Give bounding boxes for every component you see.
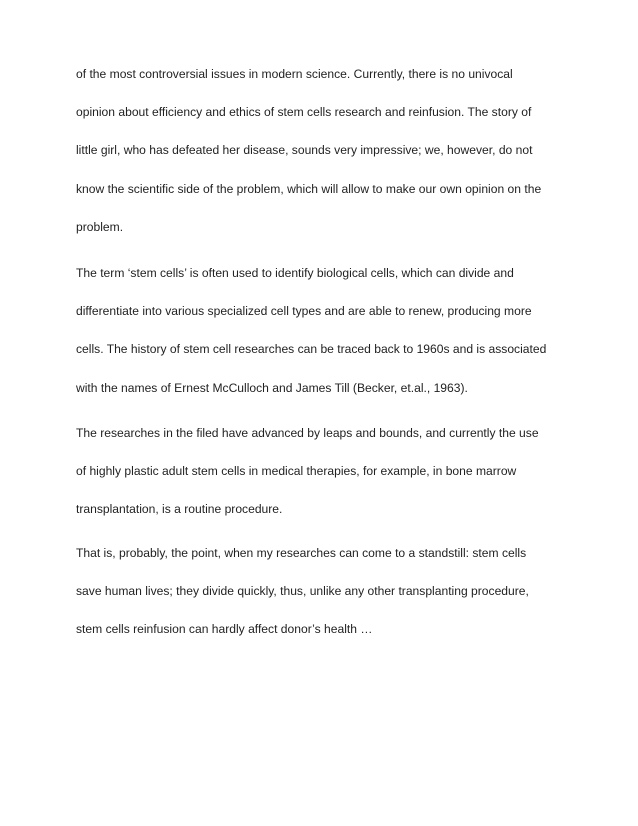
text-line: opinion about efficiency and ethics of stem cells research and reinfusion. The story of xyxy=(76,105,532,120)
text-line: save human lives; they divide quickly, thus, unlike any other transplanting procedure, xyxy=(76,584,529,599)
text-line: little girl, who has defeated her disease, sounds very impressive; we, however, do not xyxy=(76,143,533,158)
text-line: The researches in the filed have advanced by leaps and bounds, and currently the use xyxy=(76,426,539,440)
paragraph-2 xyxy=(76,266,546,419)
text-line: differentiate into various specialized cell types and are able to renew, producing more xyxy=(76,304,532,319)
text-line: The term ‘stem cells’ is often used to identify biological cells, which can divide and xyxy=(76,266,514,280)
text-line: transplantation, is a routine procedure. xyxy=(76,502,283,517)
text-line: That is, probably, the point, when my researches can come to a standstill: stem cells xyxy=(76,546,527,560)
paragraph-3 xyxy=(76,426,539,541)
text-line: with the names of Ernest McCulloch and James Till (Becker, et.al., 1963). xyxy=(76,380,468,395)
text-line: of the most controversial issues in modern science. Currently, there is no univocal xyxy=(76,67,513,81)
text-line: problem. xyxy=(76,219,124,234)
text-line: cells. The history of stem cell researches can be traced back to 1960s and is associated xyxy=(76,342,547,357)
paragraph-4 xyxy=(76,546,529,661)
text-line: of highly plastic adult stem cells in medical therapies, for example, in bone marrow xyxy=(76,464,517,479)
paragraph-1 xyxy=(76,67,541,258)
text-line: know the scientific side of the problem, which will allow to make our own opinion on the xyxy=(76,181,542,196)
text-line: stem cells reinfusion can hardly affect donor’s health … xyxy=(76,622,373,637)
